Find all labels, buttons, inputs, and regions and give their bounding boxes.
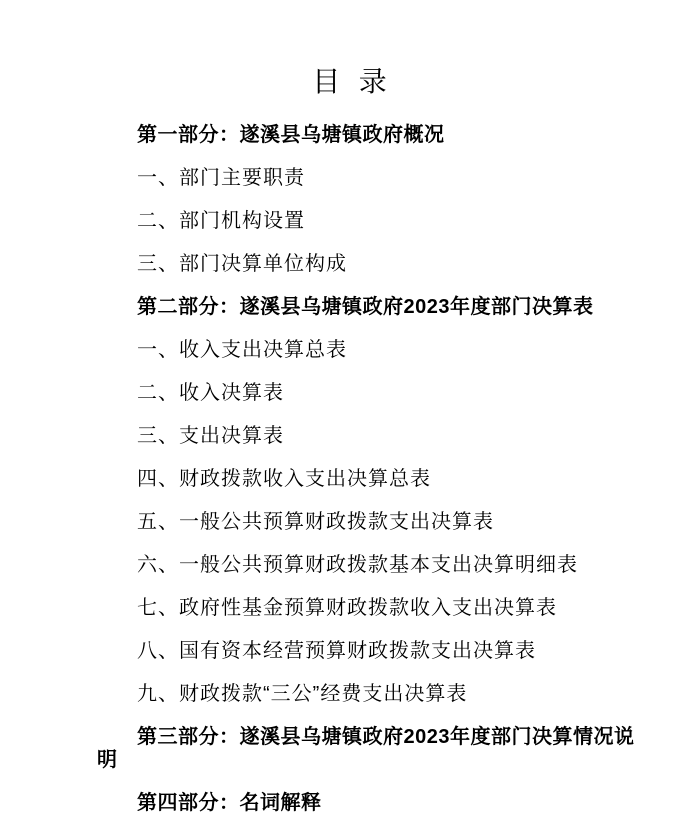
toc-part2-heading: 第二部分：遂溪县乌塘镇政府2023年度部门决算表 (137, 296, 594, 318)
toc-part3-heading (97, 726, 635, 772)
toc-part4-heading: 第四部分：名词解释 (137, 792, 322, 814)
toc-item-part2-2: 二、收入决算表 (137, 382, 284, 404)
toc-item-part2-3: 三、支出决算表 (137, 425, 284, 447)
toc-part1-heading: 第一部分：遂溪县乌塘镇政府概况 (137, 124, 445, 146)
toc-item-part2-1: 一、收入支出决算总表 (137, 339, 347, 361)
toc-item-part2-7: 七、政府性基金预算财政拨款收入支出决算表 (137, 597, 557, 619)
toc-part3-heading-line1: 第三部分：遂溪县乌塘镇政府2023年度部门决算情况说 (137, 726, 635, 748)
toc-item-part2-5: 五、一般公共预算财政拨款支出决算表 (137, 511, 494, 533)
toc-part3-heading-line2: 明 (97, 749, 118, 771)
toc-item-part2-4: 四、财政拨款收入支出决算总表 (137, 468, 431, 490)
toc-item-part2-6: 六、一般公共预算财政拨款基本支出决算明细表 (137, 554, 578, 576)
toc-item-part1-1: 一、部门主要职责 (137, 167, 305, 189)
toc-item-part2-8: 八、国有资本经营预算财政拨款支出决算表 (137, 640, 536, 662)
page-title: 目 录 (312, 66, 388, 97)
table-of-contents (0, 124, 700, 815)
toc-item-part1-3: 三、部门决算单位构成 (137, 253, 347, 275)
toc-item-part1-2: 二、部门机构设置 (137, 210, 305, 232)
toc-item-part2-9: 九、财政拨款“三公”经费支出决算表 (137, 683, 468, 705)
